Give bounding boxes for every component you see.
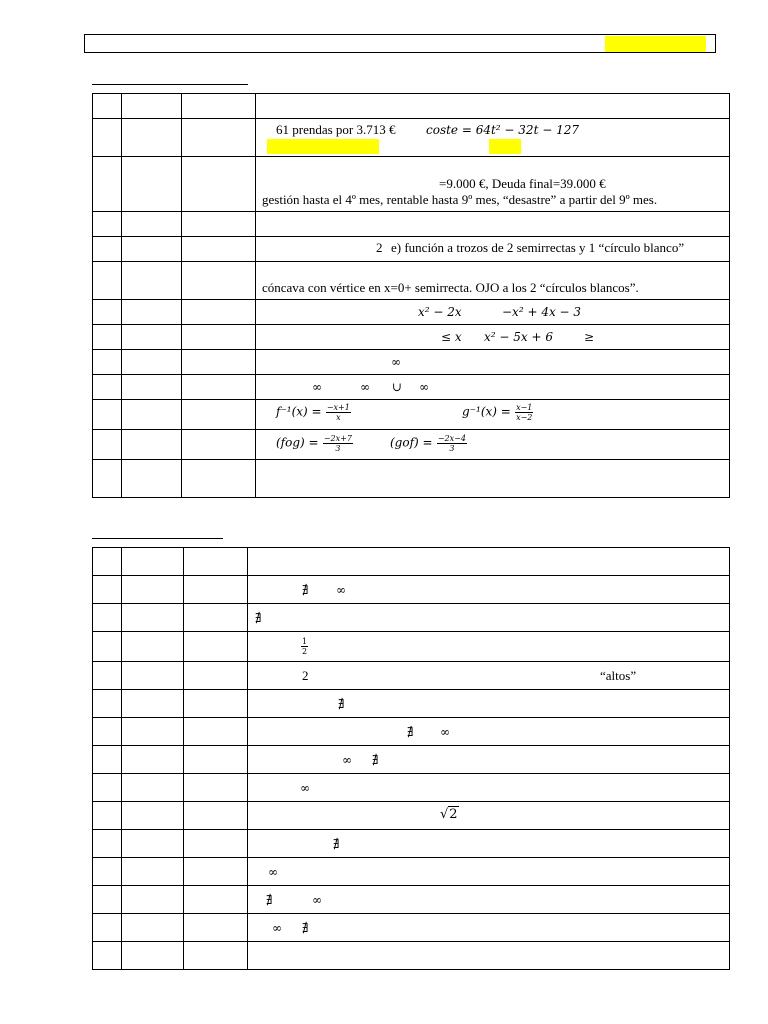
g-inverse	[462, 403, 534, 422]
numerator: x−1	[516, 403, 533, 412]
highlight-1	[267, 139, 379, 154]
table-row	[93, 632, 730, 662]
expr-a: ≤ x	[441, 330, 462, 344]
fraction	[437, 434, 467, 453]
numerator: −2x−4	[437, 434, 466, 443]
table-row	[93, 576, 730, 604]
table-row	[93, 430, 730, 460]
fraction	[515, 403, 533, 422]
numerator: −2x+7	[323, 434, 352, 443]
expr-b: −x² + 4x − 3	[502, 305, 582, 319]
table-row	[93, 886, 730, 914]
fog-expr	[276, 434, 354, 453]
not-exists-symbol: ∄	[333, 837, 340, 851]
table-row	[93, 802, 730, 830]
expr-c: ≥	[584, 330, 595, 344]
infinity-symbol: ∞	[272, 921, 282, 935]
table-row	[93, 460, 730, 498]
sqrt-two: √2	[440, 807, 458, 822]
numerator: 1	[302, 637, 308, 646]
table-row	[93, 119, 730, 157]
expr-a: x² − 2x	[418, 305, 462, 319]
infinity-symbol: ∞	[360, 380, 370, 394]
fraction	[301, 637, 308, 656]
infinity-symbol: ∞	[342, 753, 352, 767]
not-exists-symbol: ∄	[338, 697, 345, 711]
table-row	[93, 942, 730, 970]
infinity-symbol: ∞	[268, 865, 278, 879]
denominator: 2	[302, 647, 308, 656]
table-row	[93, 830, 730, 858]
table-row	[93, 718, 730, 746]
not-exists-symbol: ∄	[372, 753, 379, 767]
union-symbol: ∪	[392, 380, 403, 394]
infinity-symbol: ∞	[312, 893, 322, 907]
fraction	[323, 434, 353, 453]
funcion-text: e) función a trozos de 2 semirrectas y 1 “círculo blanco”	[391, 240, 685, 255]
header-highlight	[605, 36, 706, 52]
not-exists-symbol: ∄	[255, 611, 262, 625]
not-exists-symbol: ∄	[407, 725, 414, 739]
table-row	[93, 237, 730, 262]
infinity-symbol: ∞	[336, 583, 346, 597]
table-row	[93, 548, 730, 576]
prendas-text: 61 prendas por 3.713 €	[276, 122, 396, 137]
table-row	[93, 604, 730, 632]
table-row	[93, 94, 730, 119]
section-2-underline	[92, 538, 223, 539]
table-row	[93, 774, 730, 802]
infinity-symbol: ∞	[391, 355, 401, 369]
radicand: 2	[449, 807, 458, 822]
infinity-symbol: ∞	[440, 725, 450, 739]
header-box	[84, 34, 716, 53]
gof-lhs: (gof) =	[390, 435, 433, 450]
not-exists-symbol: ∄	[302, 583, 309, 597]
denominator: 3	[449, 444, 455, 453]
denominator: x−2	[516, 413, 533, 422]
numerator: −x+1	[326, 403, 350, 412]
item-number: 2	[376, 240, 383, 255]
table-row	[93, 400, 730, 430]
denominator: x	[336, 413, 341, 422]
fraction	[326, 403, 351, 422]
table-row	[93, 262, 730, 300]
highlight-2	[489, 139, 521, 154]
table-1	[92, 93, 730, 498]
table-row	[93, 300, 730, 325]
gof-expr	[390, 434, 468, 453]
f-inverse-lhs: f⁻¹(x) =	[276, 404, 322, 419]
half-fraction	[300, 637, 309, 656]
table-row	[93, 157, 730, 212]
table-row	[93, 858, 730, 886]
altos-text: “altos”	[600, 668, 637, 683]
table-row	[93, 325, 730, 350]
f-inverse	[276, 403, 352, 422]
infinity-symbol: ∞	[300, 781, 310, 795]
g-inverse-lhs: g⁻¹(x) =	[462, 404, 511, 419]
not-exists-symbol: ∄	[266, 893, 273, 907]
table-row	[93, 375, 730, 400]
fog-lhs: (fog) =	[276, 435, 319, 450]
denominator: 3	[335, 444, 341, 453]
item-number: 2	[302, 668, 309, 683]
table-row	[93, 662, 730, 690]
gestion-text: gestión hasta el 4º mes, rentable hasta 9º mes, “desastre” a partir del 9º mes.	[262, 192, 658, 207]
coste-formula: coste = 64t² − 32t − 127	[426, 123, 579, 137]
table-row	[93, 212, 730, 237]
table-row	[93, 350, 730, 375]
section-1-underline	[92, 84, 248, 85]
infinity-symbol: ∞	[419, 380, 429, 394]
concava-text: cóncava con vértice en x=0+ semirrecta. OJO a los 2 “círculos blancos”.	[262, 280, 639, 295]
table-row	[93, 690, 730, 718]
expr-b: x² − 5x + 6	[484, 330, 553, 344]
infinity-symbol: ∞	[312, 380, 322, 394]
deuda-text: =9.000 €, Deuda final=39.000 €	[439, 176, 606, 191]
table-row	[93, 746, 730, 774]
table-row	[93, 914, 730, 942]
not-exists-symbol: ∄	[302, 921, 309, 935]
table-2	[92, 547, 730, 970]
